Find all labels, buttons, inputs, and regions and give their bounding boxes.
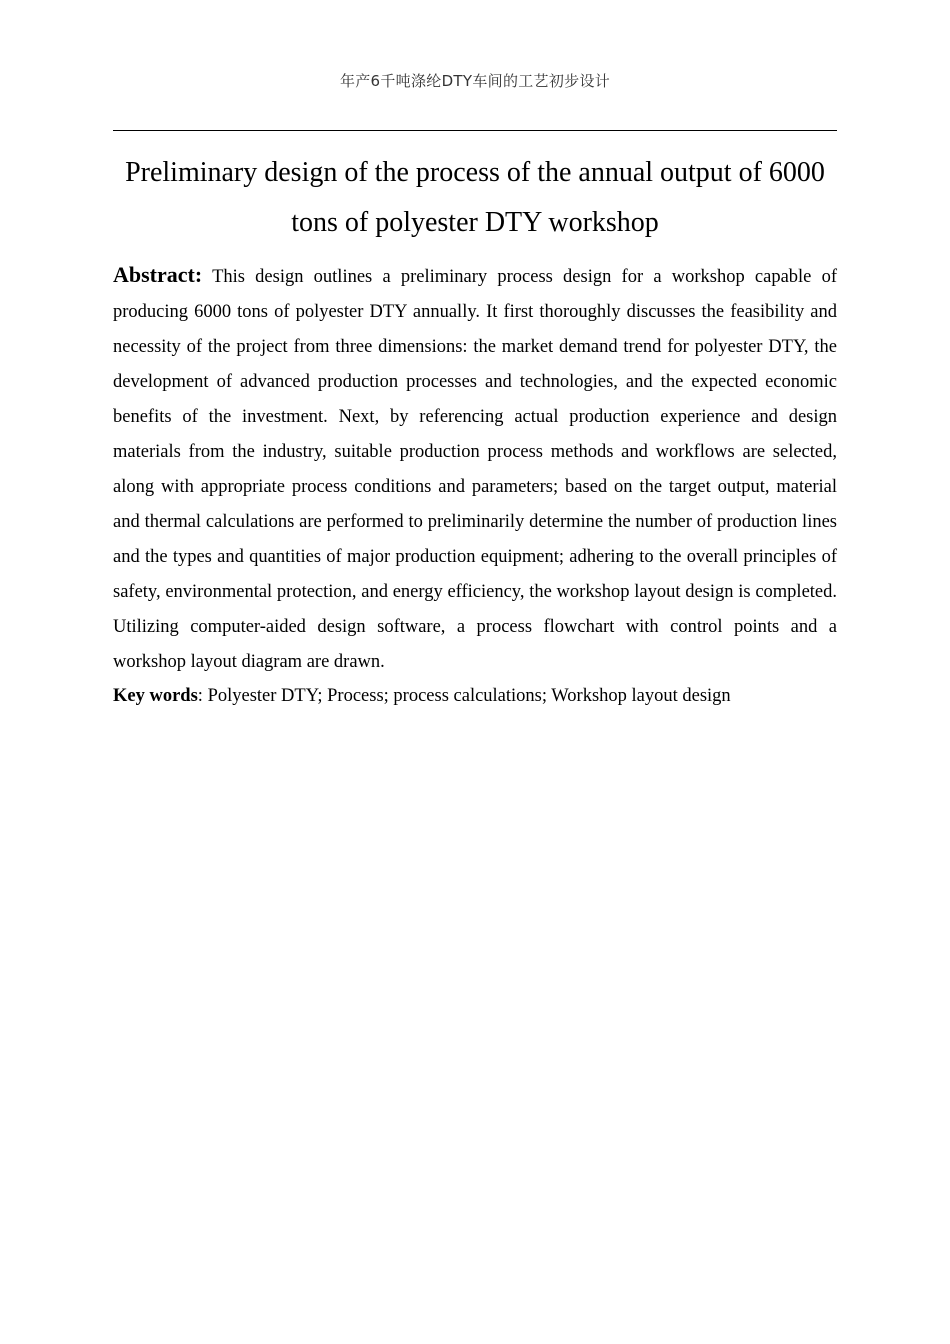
keywords-text: Polyester DTY; Process; process calculations; Workshop layout design	[207, 686, 731, 706]
paper-title: Preliminary design of the process of the annual output of 6000 tons of polyester DTY workshop	[125, 157, 825, 238]
abstract-text: This design outlines a preliminary process design for a workshop capable of producing 6000 tons of polyester DTY annually. It first thoroughly discusses the feasibility and necessity of the project from three dimensions: the market demand trend for polyester DTY, the development of advanced production processes and technologies, and the expected economic benefits of the investment. Next, by referencing actual production experience and design materials from the industry, suitable production process methods and workflows are selected, along with appropriate process conditions and parameters; based on the target output, material and thermal calculations are performed to preliminarily determine the number of production lines and the types and quantities of major production equipment; adhering to the overall principles of safety, environmental protection, and energy efficiency, the workshop layout design is completed. Utilizing computer-aided design software, a process flowchart with control points and a workshop layout diagram are drawn.	[113, 267, 837, 672]
keywords-separator: :	[197, 686, 208, 706]
abstract-paragraph	[113, 257, 837, 680]
running-header: 年产6千吨涤纶DTY车间的工艺初步设计	[339, 72, 611, 90]
keywords-label: Key words	[113, 686, 198, 706]
abstract-label: Abstract:	[113, 262, 203, 287]
header-divider	[113, 130, 837, 131]
keywords-line	[113, 679, 837, 714]
